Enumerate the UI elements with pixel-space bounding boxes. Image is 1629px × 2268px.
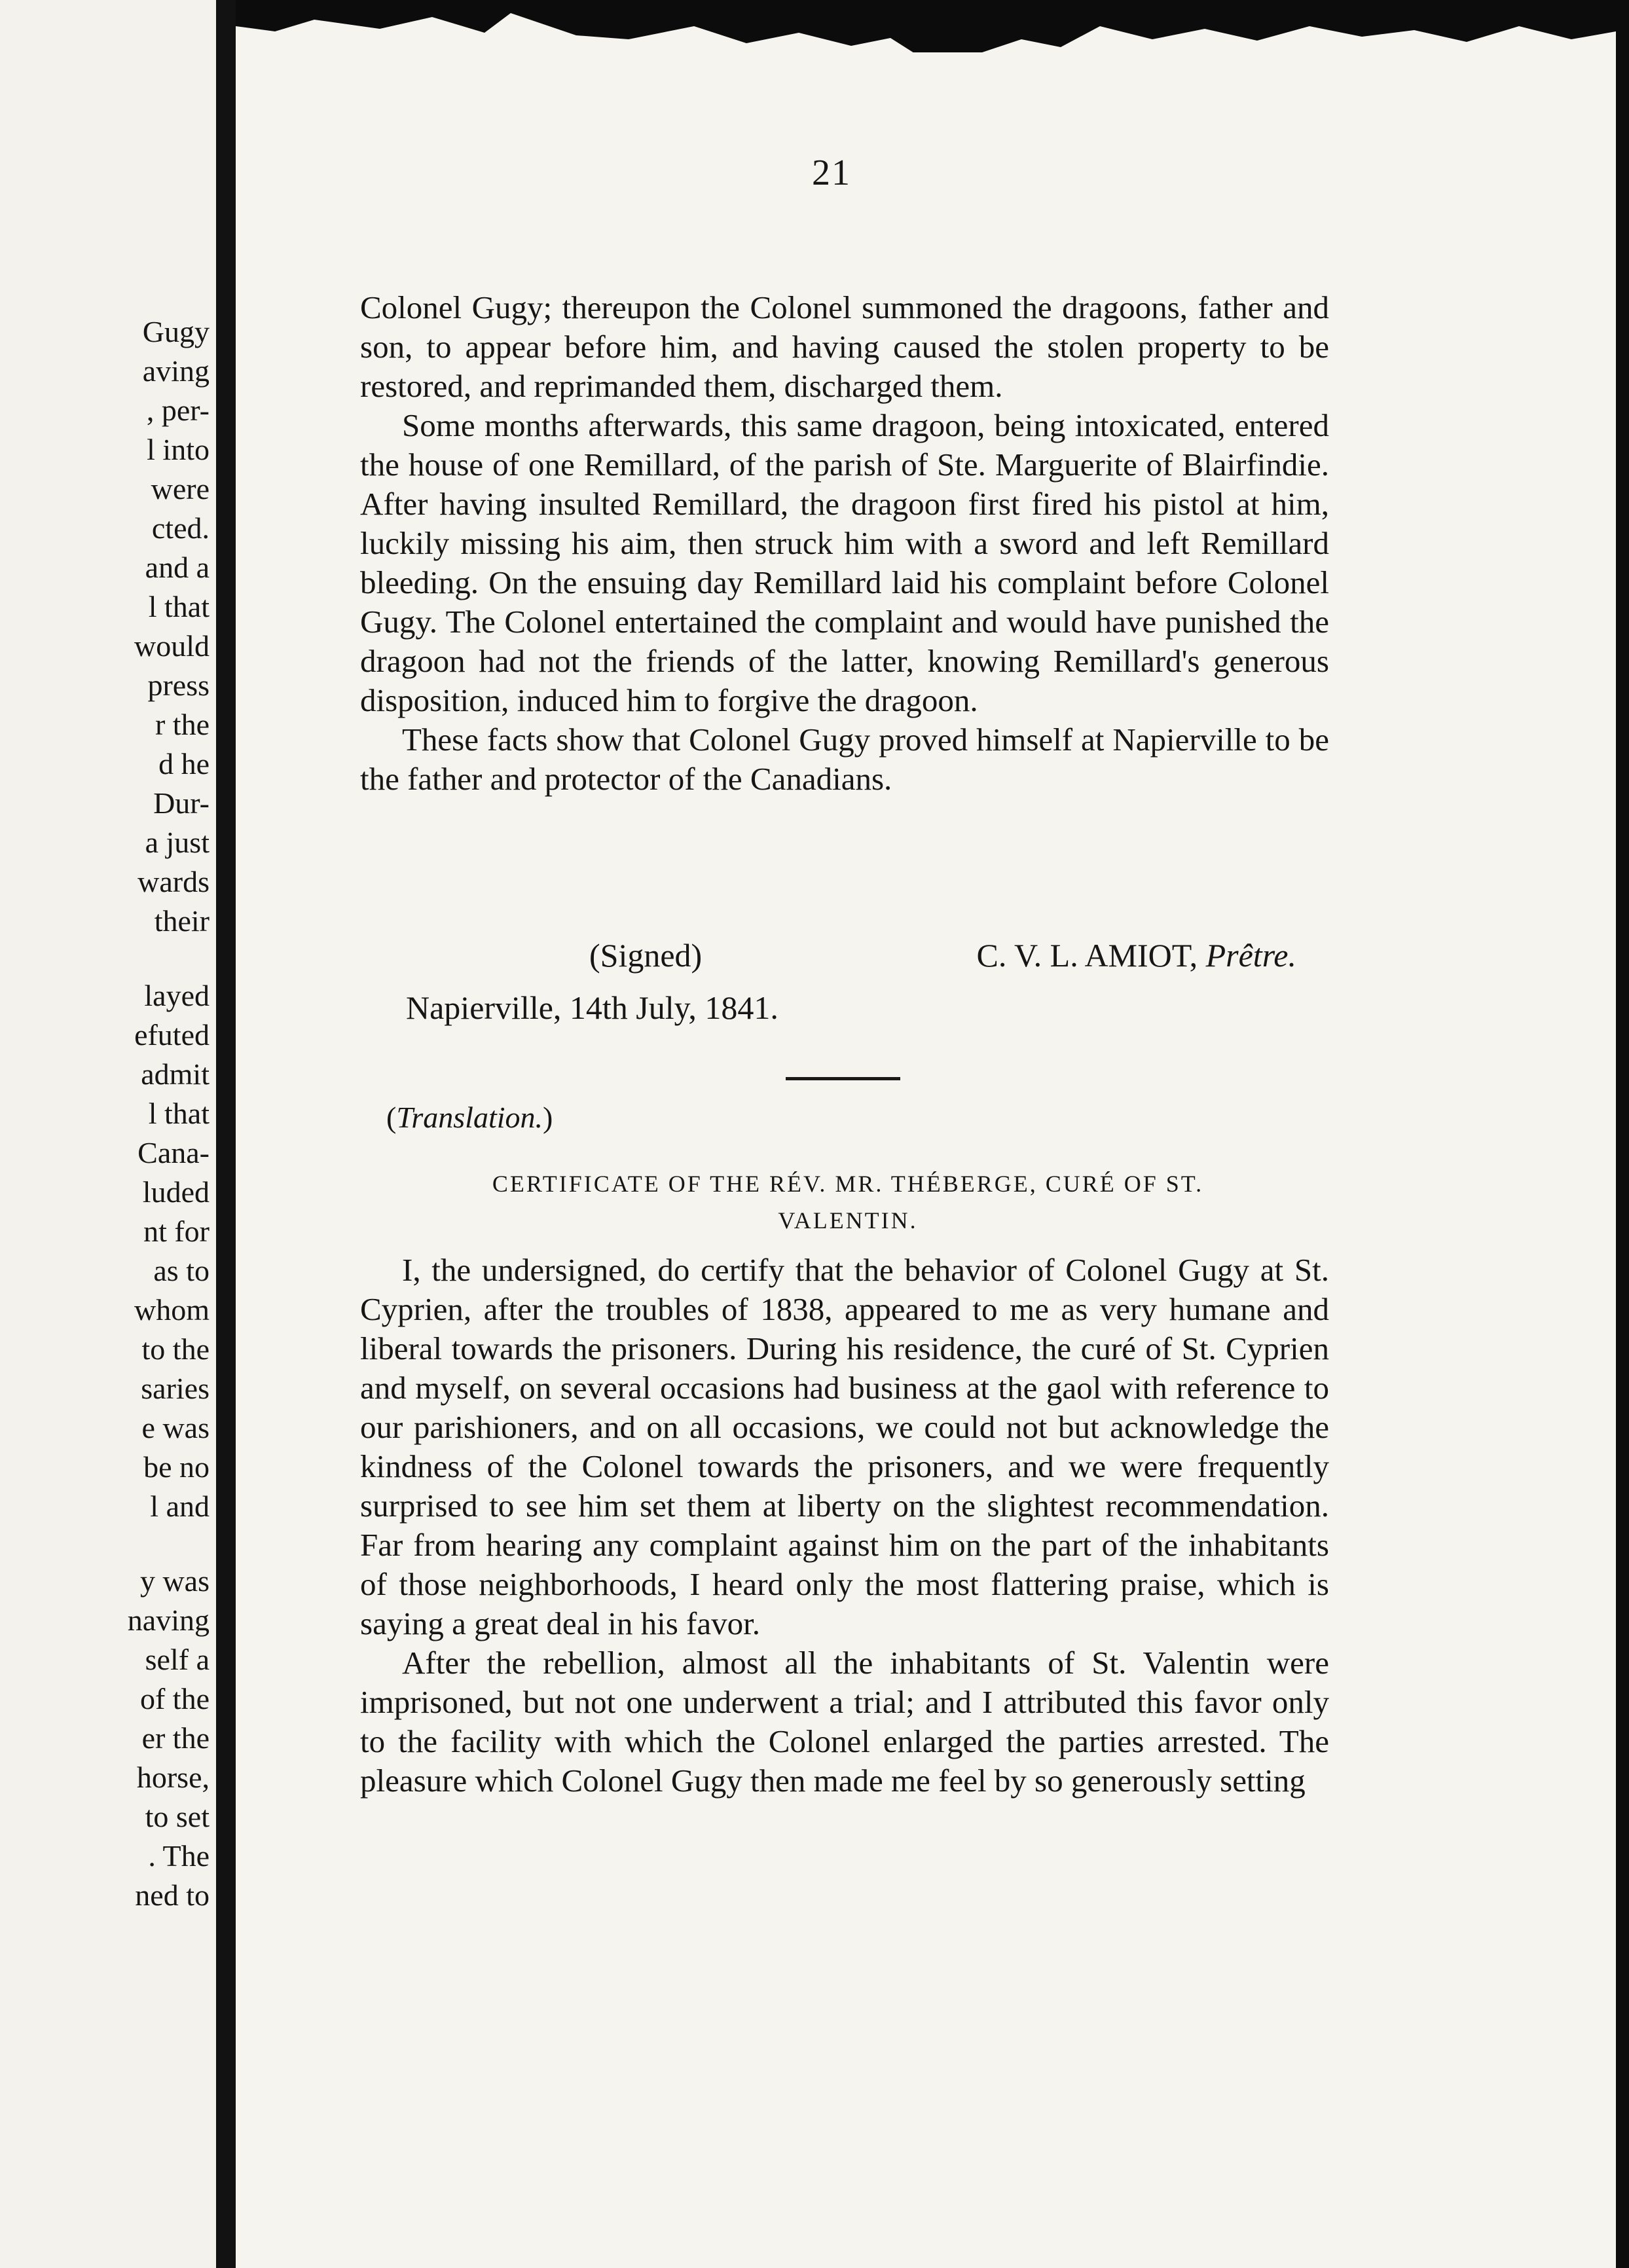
date-line: Napierville, 14th July, 1841. — [406, 989, 778, 1026]
translation-note — [386, 1100, 553, 1135]
page-number: 21 — [812, 153, 851, 193]
previous-page-text-fragment: their — [154, 904, 210, 938]
previous-page-text-fragment: layed — [144, 979, 210, 1012]
heading-line-1: CERTIFICATE OF THE RÉV. MR. THÉBERGE, CURÉ OF ST. — [492, 1171, 1204, 1197]
previous-page-text-fragment: Dur- — [153, 786, 210, 820]
previous-page-text-fragment: be no — [143, 1450, 210, 1484]
previous-page-text-fragment: were — [151, 472, 210, 505]
previous-page-text-fragment: Cana- — [137, 1136, 210, 1169]
previous-page-text-fragment: l that — [148, 590, 210, 623]
previous-page-text-fragment: would — [134, 629, 210, 663]
paragraph: Some months afterwards, this same dragoon, being intoxicated, entered the house of one Remillard, of the parish of Ste. Marguerite of Blairfindie. After having insulted Remillard, the dragoon first fired his pistol at him, luckily missing his aim, then struck him with a sword and left Remillard bleeding. On the ensuing day Remillard laid his complaint before Colonel Gugy. The Colonel entertained the complaint and would have punished the dragoon had not the friends of the latter, knowing Remillard's generous disposition, induced him to forgive the dragoon. — [360, 407, 1329, 718]
previous-page-text-fragment: aving — [142, 354, 210, 388]
previous-page-text-fragment: l and — [150, 1490, 210, 1523]
previous-page-text-fragment: of the — [139, 1682, 210, 1715]
previous-page-text-fragment: er the — [141, 1721, 210, 1755]
paragraph: I, the undersigned, do certify that the behavior of Colonel Gugy at St. Cyprien, after the troubles of 1838, appeared to me as very humane and liberal towards the prisoners. During his residence, the curé of St. Cyprien and myself, on several occasions had business at the gaol with reference to our parishioners, and on all occasions, we could not but acknowledge the kindness of the Colonel towards the prisoners, and we were frequently surprised to see him set them at liberty on the slightest recommendation. Far from hearing any complaint against him on the part of the inhabitants of those neighborhoods, I heard only the most flattering praise, which is saying a great deal in his favor. — [360, 1252, 1329, 1641]
signature — [977, 936, 1296, 974]
certificate-heading — [406, 1165, 1290, 1239]
previous-page-text-fragment: l that — [148, 1097, 210, 1130]
previous-page-text-fragment: horse, — [136, 1761, 210, 1794]
previous-page-text-fragment: , per- — [146, 393, 210, 427]
previous-page-text-fragment: l into — [147, 433, 210, 466]
previous-page-text-fragment: wards — [137, 865, 210, 898]
heading-line-2: VALENTIN. — [778, 1207, 918, 1234]
previous-page-text-fragment: efuted — [134, 1018, 210, 1052]
torn-page-edge — [236, 0, 1616, 79]
previous-page-text-fragment: r the — [155, 708, 210, 741]
previous-page-text-fragment: Gugy — [142, 315, 210, 348]
previous-page-text-fragment: d he — [158, 747, 210, 780]
previous-page-text-fragment: y was — [139, 1564, 210, 1598]
previous-page-text-fragment: cted. — [151, 511, 210, 545]
previous-page-text-fragment: admit — [141, 1057, 210, 1091]
section-divider — [786, 1077, 900, 1080]
signer-title: Prêtre. — [1205, 937, 1296, 974]
previous-page-text-fragment: nt for — [143, 1215, 210, 1248]
paragraph: Colonel Gugy; thereupon the Colonel summoned the dragoons, father and son, to appear before him, and having caused the stolen property to be restored, and reprimanded them, discharged them. — [360, 289, 1329, 404]
signature-line — [589, 936, 1296, 974]
previous-page-text-fragment: . The — [148, 1839, 210, 1873]
previous-page-text-fragment: to set — [145, 1800, 210, 1833]
previous-page-fragment — [0, 0, 216, 2268]
previous-page-text-fragment: self a — [145, 1643, 210, 1676]
previous-page-text-fragment: luded — [142, 1175, 210, 1209]
previous-page-text-fragment: as to — [153, 1254, 210, 1287]
body-text-top — [360, 288, 1329, 799]
signed-label: (Signed) — [589, 937, 703, 974]
previous-page-text-fragment: saries — [141, 1372, 210, 1405]
previous-page-text-fragment: ned to — [135, 1878, 210, 1912]
paren-close: ) — [543, 1101, 553, 1134]
paren-open: ( — [386, 1101, 397, 1134]
page-gutter — [216, 0, 236, 2268]
signer-name: C. V. L. AMIOT, — [976, 937, 1198, 974]
translation-label: Translation. — [396, 1101, 543, 1134]
body-text-bottom — [360, 1251, 1329, 1801]
paragraph: After the rebellion, almost all the inhabitants of St. Valentin were imprisoned, but not one underwent a trial; and I attributed this favor only to the facility with which the Colonel enlarged the parties arrested. The pleasure which Colonel Gugy then made me feel by so generously setting — [360, 1645, 1329, 1799]
previous-page-text-fragment: e was — [141, 1411, 210, 1444]
previous-page-text-fragment: whom — [134, 1293, 210, 1326]
previous-page-text-fragment: press — [147, 668, 210, 702]
paragraph: These facts show that Colonel Gugy proved himself at Napierville to be the father and protector of the Canadians. — [360, 722, 1329, 797]
previous-page-text-fragment: and a — [145, 551, 210, 584]
previous-page-text-fragment: to the — [141, 1332, 210, 1366]
previous-page-text-fragment: a just — [145, 826, 210, 859]
previous-page-text-fragment: naving — [127, 1603, 210, 1637]
